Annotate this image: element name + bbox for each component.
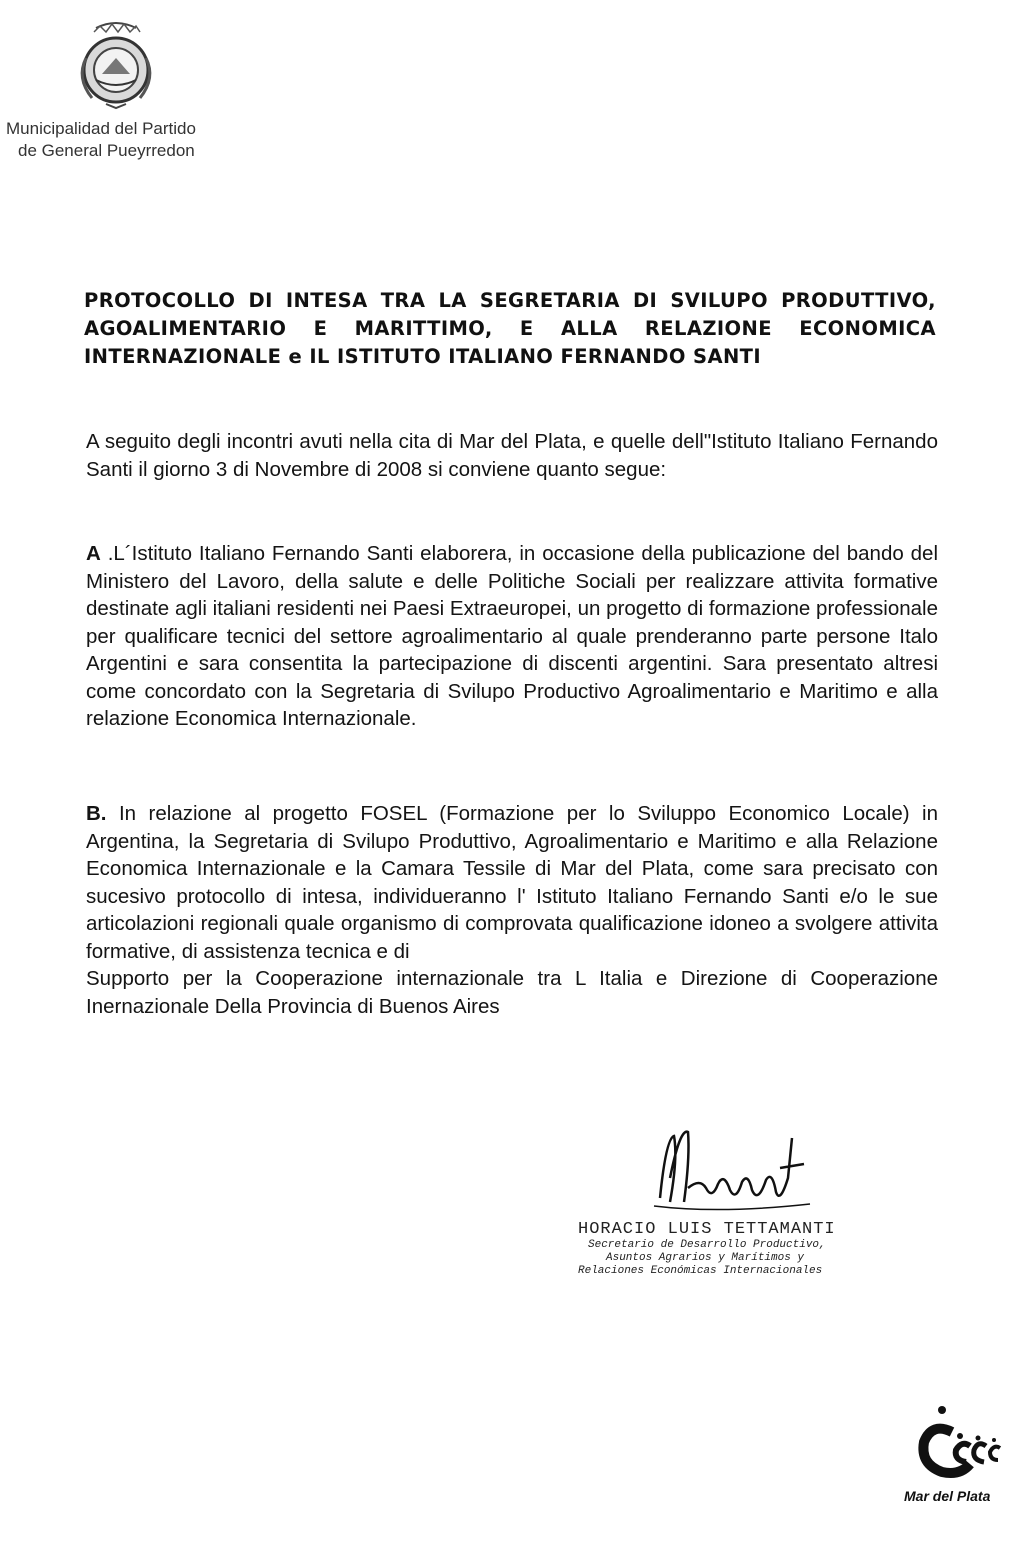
handwritten-signature — [640, 1118, 820, 1218]
mar-del-plata-logo-icon — [912, 1402, 1008, 1482]
signer-name: HORACIO LUIS TETTAMANTI — [578, 1220, 836, 1239]
signer-role-line-1: Secretario de Desarrollo Productivo, — [588, 1239, 826, 1251]
municipality-line-2: de General Pueyrredon — [18, 141, 195, 160]
section-a-text: .L´Istituto Italiano Fernando Santi elaborera, in occasione della publicazione del bando del Ministero del Lavoro, della salute e delle Politiche Sociali per realizzare attivita formative destinate agli italiani residenti nei Paesi Extraeuropei, un progetto di formazione professionale per qualificare tecnici del settore agroalimentario al quale prenderanno parte persone Italo Argentini e sara consentita la partecipazione di discenti argentini. Sara presentato altresi come concordato con la Segretaria di Svilupo Productivo Agroalimentario e Maritimo e alla relazione Economica Internazionale. — [86, 542, 938, 730]
municipality-line-1: Municipalidad del Partido — [6, 119, 196, 138]
section-b — [86, 800, 938, 1020]
mar-del-plata-logo-text: Mar del Plata — [904, 1488, 991, 1504]
section-b-marker: B. — [86, 802, 107, 825]
signer-role-line-3: Relaciones Económicas Internacionales — [578, 1265, 823, 1277]
section-a-marker: A — [86, 542, 101, 565]
section-b-text: In relazione al progetto FOSEL (Formazione per lo Sviluppo Economico Locale) in Argentina, la Segretaria di Svilupo Produttivo, Agroalimentario e Maritimo e alla Relazione Economica Internazionale e la Camara Tessile di Mar del Plata, come sara precisato con sucesivo protocollo di intesa, individueranno l' Istituto Italiano Fernando Santi e/o le sue articolazioni regionali quale organismo di comprovata qualificazione idoneo a svolgere attivita formative, di assistenza tecnica e di — [86, 802, 938, 963]
signer-block — [578, 1220, 838, 1278]
document-title: PROTOCOLLO DI INTESA TRA LA SEGRETARIA DI SVILUPO PRODUTTIVO, AGOALIMENTARIO E MARITTIMO, E ALLA RELAZIONE ECONOMICA INTERNAZIONALE e IL ISTITUTO ITALIANO FERNANDO SANTI — [84, 289, 936, 368]
signer-role — [578, 1239, 838, 1278]
signer-role-line-2: Asuntos Agrarios y Marítimos y — [606, 1252, 805, 1264]
municipal-crest-icon — [66, 18, 166, 110]
section-b-continuation: Supporto per la Cooperazione internazionale tra L Italia e Direzione di Cooperazione Inernazionale Della Provincia di Buenos Aires — [86, 967, 938, 1018]
intro-paragraph: A seguito degli incontri avuti nella cita di Mar del Plata, e quelle dell"Istituto Italiano Fernando Santi il giorno 3 di Novembre di 2008 si conviene quanto segue: — [86, 430, 938, 481]
section-a — [86, 540, 938, 733]
municipality-name — [6, 118, 196, 162]
